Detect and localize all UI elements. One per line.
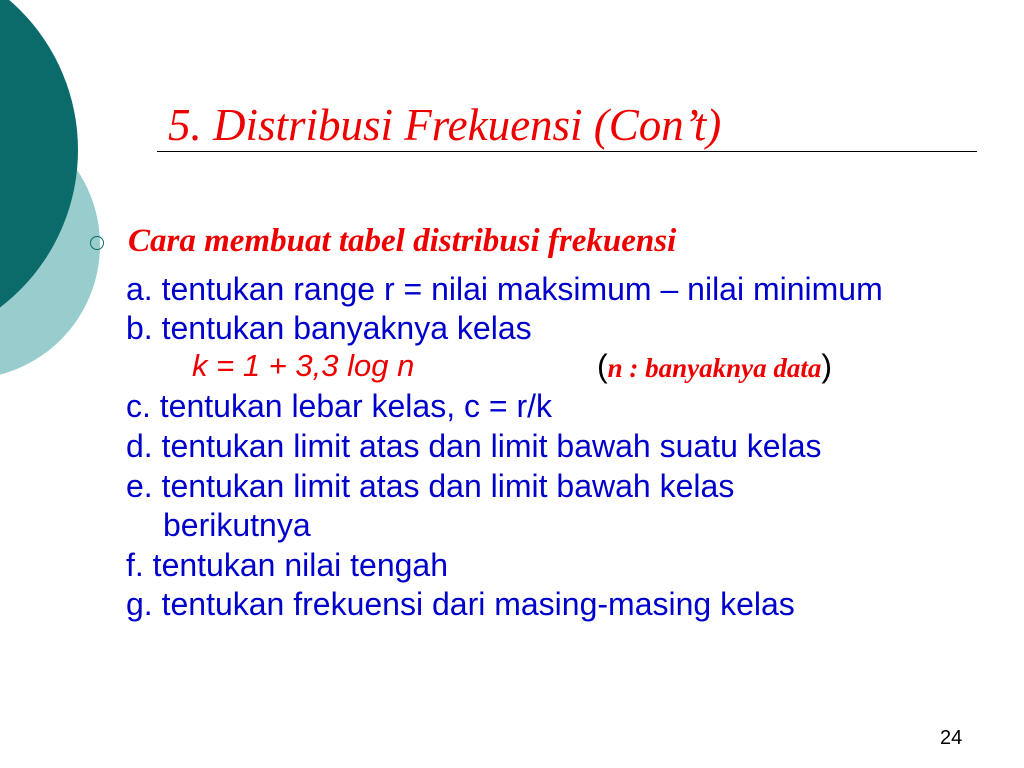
title-underline-rule [157, 151, 977, 152]
formula-note [597, 346, 832, 388]
bullet-heading: Cara membuat tabel distribusi frekuensi [128, 223, 677, 259]
step-e: e. tentukan limit atas dan limit bawah kelas [126, 468, 735, 504]
hollow-circle-bullet-icon [90, 236, 104, 250]
step-d: d. tentukan limit atas dan limit bawah suatu kelas [126, 428, 822, 464]
step-e-continued: berikutnya [163, 507, 311, 543]
class-count-formula: k = 1 + 3,3 log n [192, 348, 415, 383]
step-b: b. tentukan banyaknya kelas [126, 310, 532, 346]
step-g: g. tentukan frekuensi dari masing-masing kelas [126, 586, 795, 622]
step-a: a. tentukan range r = nilai maksimum – nilai minimum [126, 271, 883, 307]
step-c: c. tentukan lebar kelas, c = r/k [126, 388, 552, 424]
formula-note-text: n : banyaknya data [607, 353, 822, 383]
slide-title: 5. Distribusi Frekuensi (Con’t) [168, 100, 722, 150]
page-number: 24 [940, 727, 963, 749]
step-f: f. tentukan nilai tengah [126, 547, 449, 583]
decorative-circles [0, 0, 110, 400]
formula-note-close-paren: ) [821, 348, 833, 384]
formula-note-open-paren: ( [597, 348, 608, 384]
